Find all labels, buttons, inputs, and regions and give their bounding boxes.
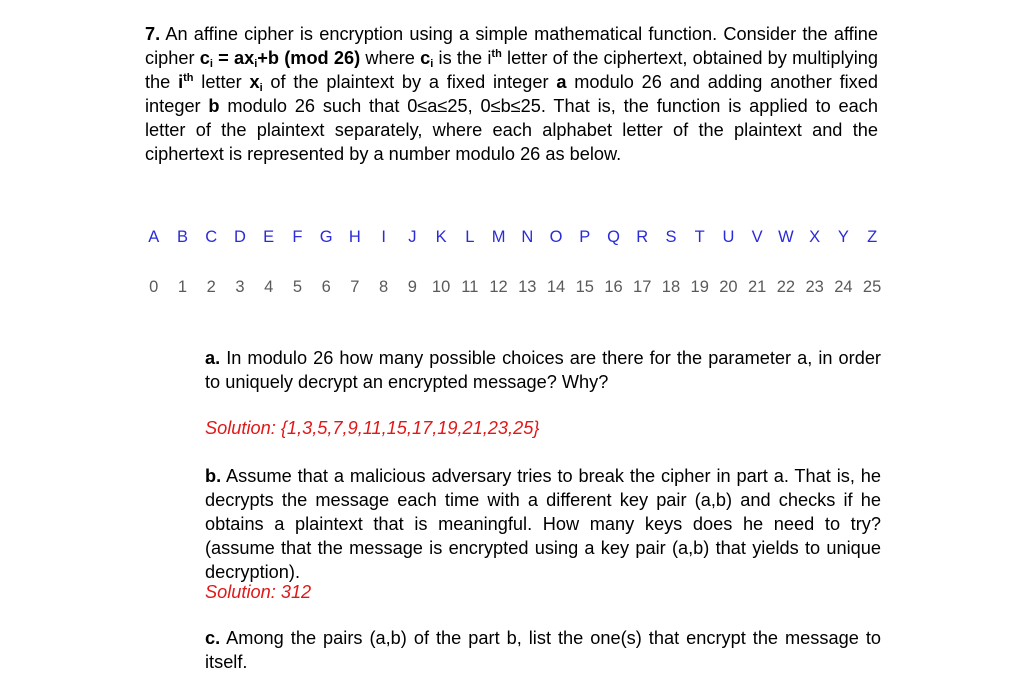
problem-statement: [145, 22, 878, 166]
alphabet-number-12: 12: [489, 278, 508, 296]
alphabet-number-24: 24: [834, 278, 853, 296]
alphabet-number-25: 25: [862, 278, 882, 296]
alphabet-number-22: 22: [776, 278, 796, 296]
alphabet-number-2: 2: [206, 278, 216, 296]
alphabet-letter-1: B: [176, 228, 188, 246]
alphabet-letter-3: D: [233, 228, 246, 246]
b-symbol: b: [208, 96, 220, 116]
a-symbol: a: [556, 72, 567, 92]
alphabet-number-3: 3: [235, 278, 245, 296]
th-superscript: th: [491, 48, 502, 60]
formula-ci: $c_i = ax_i+b$ (mod 26): [199, 48, 361, 70]
alphabet-number-11: 11: [461, 278, 479, 296]
intro-text-2: where: [360, 48, 421, 68]
alphabet-number-21: 21: [747, 278, 767, 296]
problem-number: 7.: [145, 24, 161, 44]
alphabet-letter-8: I: [381, 228, 386, 246]
alphabet-letter-16: Q: [607, 228, 620, 246]
alphabet-letter-23: X: [809, 228, 821, 246]
alphabet-number-4: 4: [264, 278, 274, 296]
alphabet-letter-21: V: [751, 228, 763, 246]
alphabet-row: [140, 228, 886, 247]
alphabet-number-0: 0: [149, 278, 159, 296]
alphabet-number-19: 19: [690, 278, 709, 296]
intro-text-7: modulo 26 and adding another fixed integer: [145, 72, 878, 116]
alphabet-number-23: 23: [805, 278, 824, 296]
alphabet-number-6: 6: [321, 278, 331, 296]
intro-text-4: letter of the ciphertext, obtained by multiplying the: [145, 48, 878, 92]
ith-symbol: $i^{th}$: [178, 72, 194, 92]
alphabet-letter-15: P: [579, 228, 591, 246]
alphabet-letter-19: T: [694, 228, 705, 246]
alphabet-number-5: 5: [292, 278, 303, 296]
alphabet-number-14: 14: [546, 278, 566, 296]
alphabet-number-10: 10: [431, 278, 451, 296]
question-b-text: Assume that a malicious adversary tries to break the cipher in part a. That is, he decrypts the message each time with a different key pair (a,b) and checks if he obtains a plaintext that is meaningful. How many keys does he need to try? (assume that the message is encrypted using a key pair (a,b) that yields to unique decryption).: [205, 466, 881, 582]
question-c-text: Among the pairs (a,b) of the part b, list the one(s) that encrypt the message to itself.: [205, 628, 881, 672]
alphabet-letter-20: U: [722, 228, 735, 246]
xi-symbol: $x_i$: [249, 72, 263, 94]
number-row: [140, 278, 886, 297]
solution-b: Solution: 312: [205, 582, 312, 602]
alphabet-letter-11: L: [465, 228, 475, 246]
alphabet-number-13: 13: [518, 278, 537, 296]
alphabet-number-17: 17: [633, 278, 652, 296]
alphabet-letter-22: W: [778, 228, 794, 246]
alphabet-letter-13: N: [521, 228, 534, 246]
alphabet-number-18: 18: [661, 278, 681, 296]
alphabet-letter-9: J: [408, 228, 417, 246]
intro-text-8: modulo 26 such that 0≤a≤25, 0≤b≤25. That is, the function is applied to each letter of the plaintext separately, where each alphabet letter of the plaintext and the ciphertext is represented by a number modulo 26 as below.: [145, 96, 878, 164]
alphabet-letter-12: M: [491, 228, 506, 246]
alphabet-letter-5: F: [292, 228, 303, 246]
alphabet-letter-24: Y: [837, 228, 849, 246]
alphabet-letter-10: K: [435, 228, 447, 246]
alphabet-number-15: 15: [575, 278, 594, 296]
alphabet-number-20: 20: [719, 278, 738, 296]
alphabet-letter-17: R: [636, 228, 649, 246]
intro-text-3: is the i: [433, 48, 492, 68]
alphabet-number-1: 1: [177, 278, 188, 296]
alphabet-number-8: 8: [379, 278, 389, 296]
alphabet-number-9: 9: [407, 278, 417, 296]
question-b-label: b.: [205, 466, 222, 486]
alphabet-letter-4: E: [263, 228, 275, 246]
solution-a: Solution: {1,3,5,7,9,11,15,17,19,21,23,25}: [205, 418, 540, 438]
question-a: [205, 346, 881, 394]
alphabet-letter-18: S: [665, 228, 677, 246]
alphabet-letter-0: A: [148, 228, 160, 246]
ci-symbol: $c_i$: [420, 48, 434, 70]
alphabet-letter-6: G: [319, 228, 333, 246]
question-c-label: c.: [205, 628, 221, 648]
intro-text-6: of the plaintext by a fixed integer: [262, 72, 557, 92]
alphabet-number-7: 7: [350, 278, 360, 296]
question-a-label: a.: [205, 348, 221, 368]
alphabet-letter-14: O: [549, 228, 563, 246]
intro-text-5: letter: [193, 72, 250, 92]
alphabet-number-16: 16: [604, 278, 623, 296]
question-a-text: In modulo 26 how many possible choices are there for the parameter a, in order to uniquely decrypt an encrypted message? Why?: [205, 348, 881, 392]
question-c: [205, 626, 881, 674]
alphabet-letter-7: H: [348, 228, 361, 246]
alphabet-letter-25: Z: [867, 228, 878, 246]
intro-text-1: An affine cipher is encryption using a simple mathematical function. Consider the affine cipher: [145, 24, 878, 68]
alphabet-letter-2: C: [205, 228, 218, 246]
question-b: [205, 464, 881, 584]
